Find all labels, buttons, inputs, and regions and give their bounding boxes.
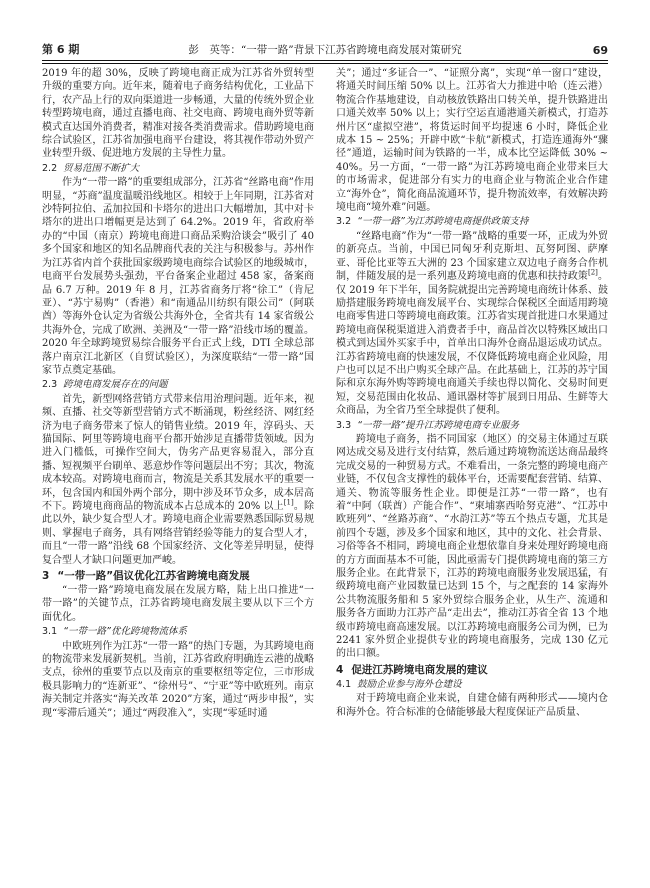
heading-number: 2.2 [42,162,58,174]
heading-number: 2.3 [42,379,58,391]
subsection-heading [336,678,608,691]
body-paragraph: 对于跨境电商企业来说，自建仓储有两种形式——境内仓和海外仓。符合标准的仓储能够最大程度保证产品质量、 [336,693,608,718]
right-column [336,67,608,848]
page-number: 69 [592,44,608,57]
body-paragraph: “一带一路”跨境电商发展在发展方略，陆上出口推进“一带一路”的关键节点，江苏省跨境电商发展主要从以下三个方面优化。 [42,585,314,623]
citation-marker: [2] [588,268,598,277]
heading-number: 4.1 [336,678,352,690]
body-paragraph: 跨境电子商务，指不同国家（地区）的交易主体通过互联网达成交易及进行支付结算，然后通过跨境物流送达商品最终完成交易的一种贸易方式。不难看出，一条完整的跨境电商产业链，不仅包含支撑性的载体平台，还需要配套营销、结算、通关、物流等服务性企业。即便是江苏“一带一路”，也有着“中阿（联酋）产能合作”、“柬埔寨西哈努克港”、“江苏中欧班列”、“丝路苏商”、“水韵江苏”等五个热点专题，尤其是前四个专题，涉及多个国家和地区，其中的文化、社会背景、习俗等各不相同，跨境电商企业想依靠自身来处理好跨境电商的方方面面基本不可能，因此亟需专门提供跨境电商的第三方服务企业。在此背景下，江苏的跨境电商服务业发展迅猛，有级跨境电商产业园数量已达到 15 个，与之配套的 14 家海外公共物流服务船和 5 家外贸综合服务企业，从生产、流通和服务各方面助力江苏产品“走出去”，推动江苏省全省 13 个地级市跨境电商高速发展。以江苏跨境电商服务公司为例，已为 2241 家外贸企业提供专业的跨境电商服务，完成 130 亿元的出口额。 [336,433,608,660]
heading-text: 贸易范围不断扩大 [63,162,140,174]
running-header [42,40,608,57]
heading-text: 促进江苏跨境电商发展的建议 [351,663,488,676]
header-rule-thick [42,60,608,61]
left-column [42,67,314,848]
header-rule-thin [42,63,608,64]
heading-text: 跨境电商发展存在的问题 [63,379,168,391]
citation-marker: [1] [283,498,294,507]
subsection-heading [336,419,608,432]
issue-number: 第 6 期 [42,43,80,56]
section-heading [42,569,314,583]
heading-text: “一带一路”优化跨境物流体系 [63,626,187,638]
subsection-heading [42,378,314,391]
section-heading [336,663,608,677]
heading-number: 3.3 [336,419,352,431]
heading-number: 3 [42,570,50,583]
heading-number: 4 [336,663,344,676]
heading-text: “一带一路”提升江苏跨境电商专业服务 [357,419,519,431]
article-running-title: 彭 英等：“一带一路”背景下江苏省跨境电商发展对策研究 [188,44,462,56]
heading-number: 3.2 [336,216,352,228]
subsection-heading [336,215,608,228]
heading-text: “一带一路”倡议优化江苏省跨境电商发展 [57,570,250,583]
body-paragraph: 作为“一带一路”的重要组成部分，江苏省“丝路电商”作用明显，“苏商”温度温暖沿线地区。相较于上年同期，江苏省对沙特阿拉伯、孟加拉国和卡塔尔的进出口大幅增加，其中对卡塔尔的进出口增幅更是达到了 64.2%。2019 年，省政府举办的“中国（南京）跨境电商进口商品采购洽谈会”吸引了 40 多个国家和地区的知名品牌商代表的关注与积极参与。苏州作为江苏省内首个获批国家级跨境电商综合试验区的地级城市，电商平台发展势头强劲，平台备案企业超过 458 家，备案商品 6.7 万种。2019 年 8 月，江苏省商务厅将“徐工”（肯尼亚）、“苏宁易购”（香港）和“南通品川纺织有限公司”（阿联酋）等海外仓认定为省级公共海外仓，全省共有 14 家省级公共海外仓，完成了欧洲、美洲及“一带一路”沿线市场的覆盖。2020 年全球跨境贸易综合服务平台正式上线，DTI 全球总部落户南京江北新区（自贸试验区），为深度联结“一带一路”国家节点奠定基础。 [42,177,314,376]
subsection-heading [42,162,314,175]
body-paragraph: 中欧班列作为江苏“一带一路”的热门专题，为其跨境电商的物流带来发展新契机。当前，江苏省政府明确连云港的战略支点，徐州的重要节点以及南京的重要枢纽等定位，三市形成极具影响力的“连新亚”、“徐州号”、“宁亚”等中欧班列。南京海关制定并落实“海关改革 2020”方案，通过“两步申报”，实现“零滞后通关”；通过“两段准入”，实现“零延时通 [42,640,314,719]
heading-number: 3.1 [42,626,58,638]
body-paragraph: “丝路电商”作为“一带一路”战略的重要一环，正成为外贸的新亮点。当前，中国已同匈牙利克斯坦、瓦努阿图、萨摩亚、哥伦比亚等五大洲的 23 个国家建立双边电子商务合作机制，伴随发展的是一系列惠及跨境电商的优惠和扶持政策[2]。仅 2019 年下半年，国务院就提出完善跨境电商统计体系、鼓励搭建服务跨境电商发展平台、实现综合保税区全面适用跨境电商零售进口等跨境电商政策。江苏省实现首批进口水果通过跨境电商保税渠道进入消费者手中，商品首次以特殊区域出口模式到达国外买家手中，首单出口海外仓商品退运成功试点。江苏省跨境电商的快速发展，不仅降低跨境电商企业风险，用户也可以足不出户购买全球产品。在此基础上，江苏的苏宁国际和京东海外购等跨境电商通关手续也得以简化、交易时间更短，交易范围由化妆品、通讯器材等扩展到日用品、生鲜等大众商品，为全省乃至全球提供了便利。 [336,230,608,417]
body-paragraph: 关”；通过“多证合一”、“证照分离”，实现“单一窗口”建设，将通关时间压缩 50% 以上。江苏省大力推进中哈（连云港）物流合作基地建设，自动核放铁路出口转关单，提升铁路进出口通关效率 50% 以上；实行空运直通港通关新模式，打造苏州片区“虚拟空港”，将货运时间平均提速 6 小时，降低企业成本 15 ~ 25%；开辟中欧“卡航”新模式，打造连通海外“骤径”通道，运输时间为铁路的一半，成本比空运降低 30% ~ 40%。另一方面，“一带一路”为江苏跨境电商企业带来巨大的市场需求，促进部分有实力的电商企业与物流企业合作建立“海外仓”，简化商品流通环节，提升物流效率，有效解决跨境电商“境外难”问题。 [336,68,608,214]
body-paragraph: 首先，新型网络营销方式带来信用治理问题。近年来，视频、直播、社交等新型营销方式不断涌现，粉丝经济、网红经济为电子商务带来了惊人的销售业绩。2019 年，淳码头、天猫国际、阿里等跨境电商平台都开始涉足直播带货领域。因为进入门槛低，可操作空间大，伪劣产品更容易混入，部分直播、短视频平台刷单、恶意炒作等问题层出不穷；其次，物流成本较高。对跨境电商而言，物流是关系其发展水平的重要一环，包含国内和国外两个部分，期中涉及环节众多，成本居高不下。跨境电商商品的物流成本占总成本的 20% 以上[1]。除此以外，缺少复合型人才。跨境电商企业需要熟悉国际贸易规则、掌握电子商务，具有网络营销经验等能力的复合型人才，而且“一带一路”沿线 68 个国家经济、文化等差异明显，使得复合型人才缺口问题更加严峻。 [42,393,314,566]
heading-text: 鼓励企业参与海外仓建设 [357,678,462,690]
subsection-heading [42,625,314,638]
body-paragraph: 2019 年的超 30%，反映了跨境电商正成为江苏省外贸转型升级的重要方向。近年来，随着电子商务结构优化，工业品下行，农产品上行的双向渠道进一步畅通，大量的传统外贸企业转型跨境电商，通过直播电商、社交电商、跨境电商外贸等新模式直达国外消费者，精准对接各类消费需求。借助跨境电商综合试验区，江苏省加强电商平台建设，将其视作带动外贸产业转型升级、促进地方发展的主导性力量。 [42,68,314,160]
heading-text: “一带一路”为江苏跨境电商提供政策支持 [357,216,529,228]
